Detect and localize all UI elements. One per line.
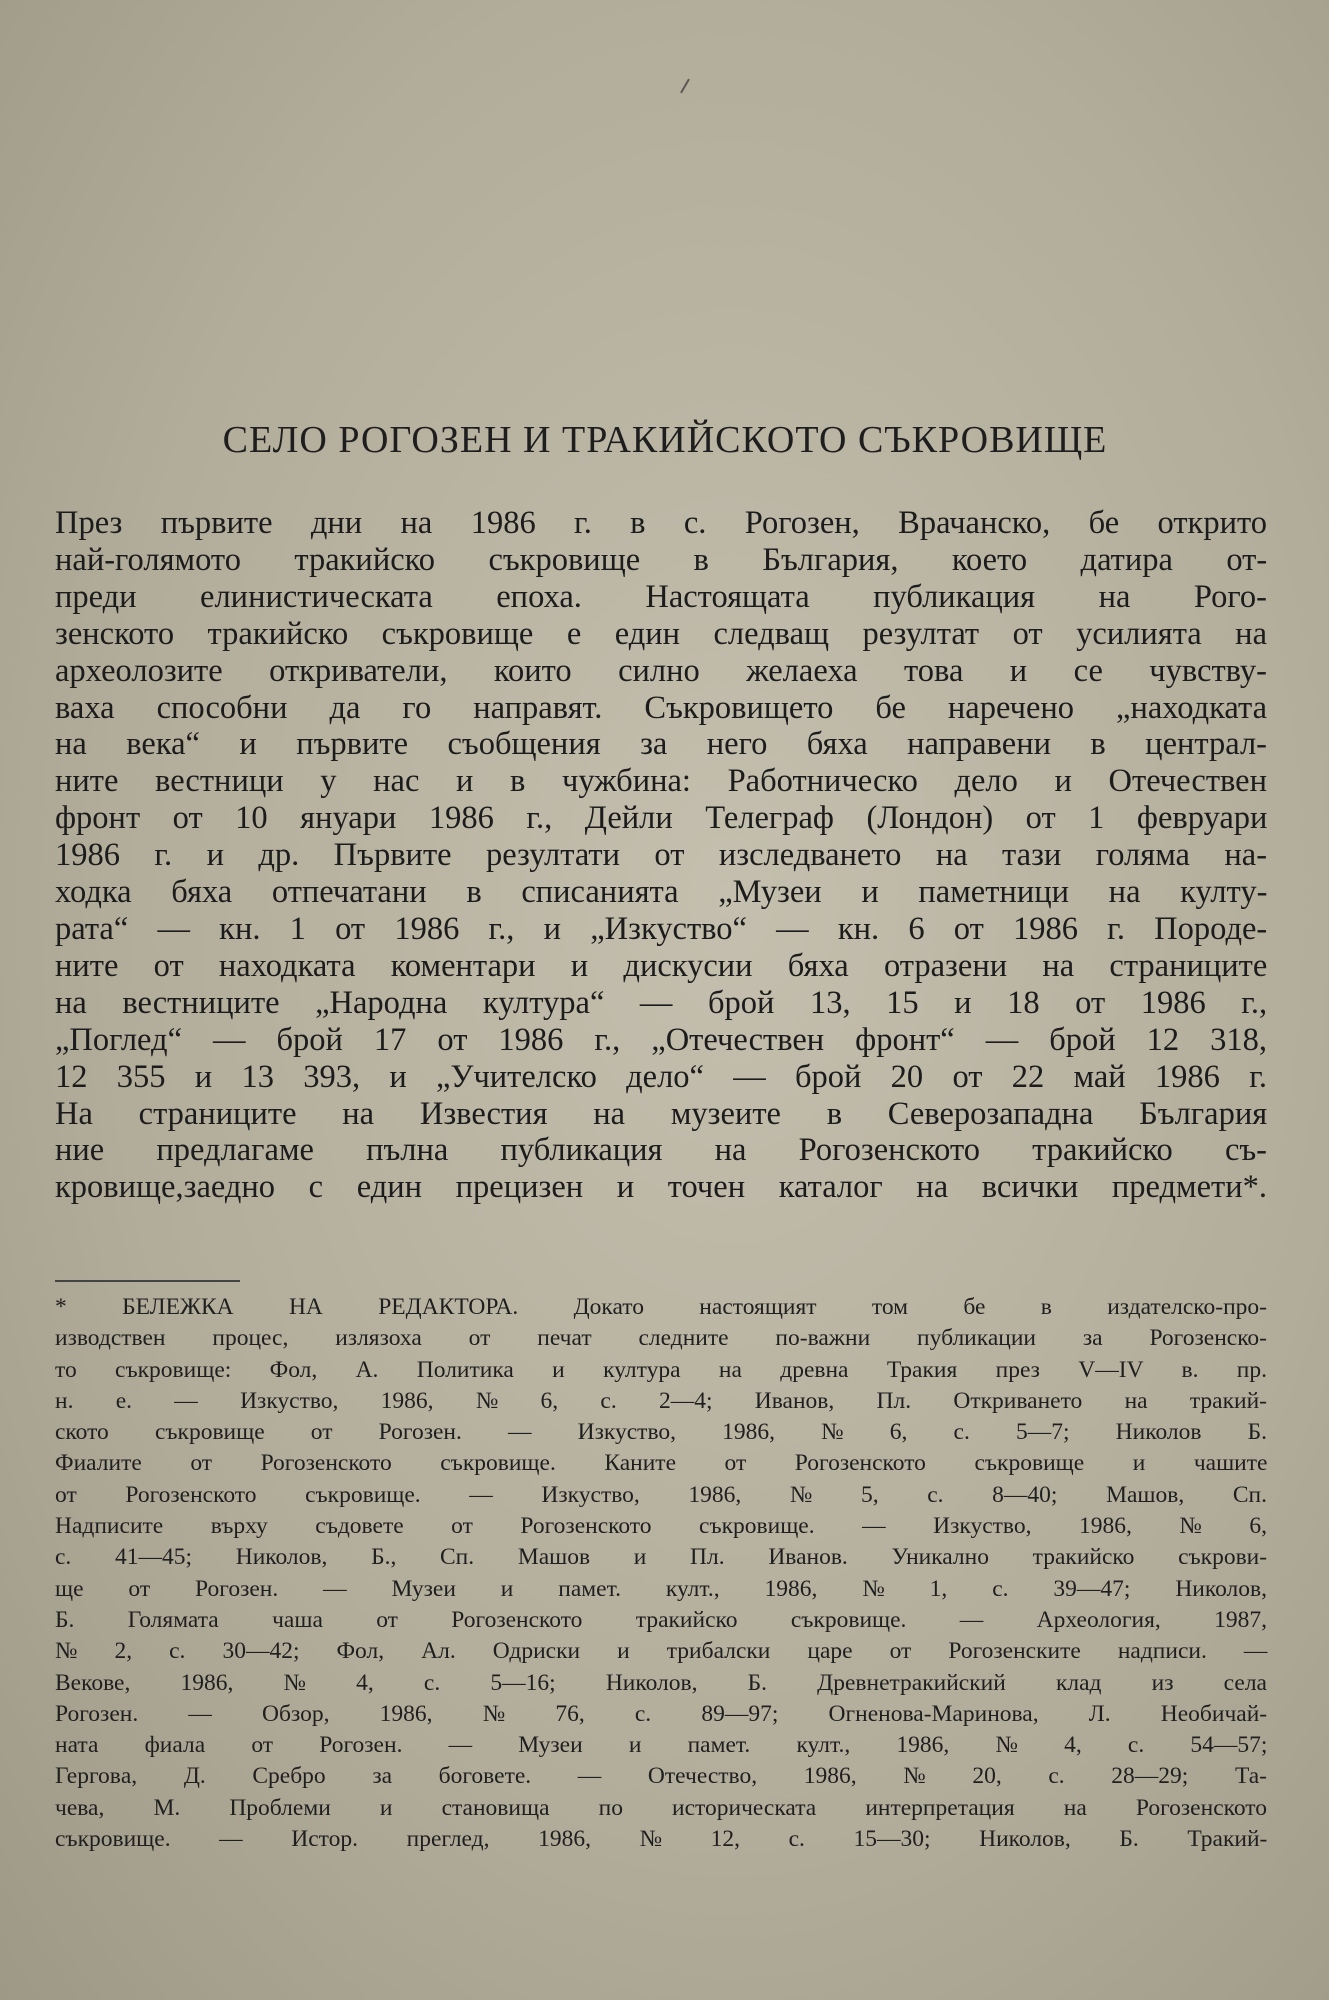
footnote-line: ната фиала от Рогозен. — Музеи и памет. култ., 1986, № 4, с. 54—57;	[55, 1732, 1268, 1759]
body-line: През първите дни на 1986 г. в с. Рогозен, Врачанско, бе открито	[55, 505, 1267, 541]
footnote-line: то съкровище: Фол, А. Политика и култура на древна Тракия през V—IV в. пр.	[55, 1356, 1267, 1383]
footnote-line: от Рогозенското съкровище. — Изкуство, 1986, № 5, с. 8—40; Машов, Сп.	[55, 1481, 1267, 1508]
body-line: най-голямото тракийско съкровище в България, което датира от-	[55, 541, 1268, 578]
footnote-line: ското съкровище от Рогозен. — Изкуство, 1986, № 6, с. 5—7; Николов Б.	[55, 1419, 1267, 1446]
body-line: ните вестници у нас и в чужбина: Работническо дело и Отечествен	[55, 763, 1267, 800]
footnote-line: Надписите върху съдовете от Рогозенското съкровище. — Изкуство, 1986, № 6,	[55, 1513, 1267, 1540]
body-line: 12 355 и 13 393, и „Учителско дело“ — брой 20 от 22 май 1986 г.	[55, 1058, 1267, 1095]
footnote-line: № 2, с. 30—42; Фол, Ал. Одриски и трибалски царе от Рогозенските надписи. —	[55, 1638, 1268, 1665]
footnote-line: съкровище. — Истор. преглед, 1986, № 12, с. 15—30; Николов, Б. Тракий-	[55, 1826, 1268, 1853]
footnote-line: Рогозен. — Обзор, 1986, № 76, с. 89—97; Огненова-Маринова, Л. Необичай-	[55, 1700, 1268, 1727]
body-line: на вестниците „Народна култура“ — брой 13, 15 и 18 от 1986 г.,	[55, 984, 1268, 1021]
footnote-line: чева, М. Проблеми и становища по историческата интерпретация на Рогозенското	[55, 1794, 1267, 1821]
body-line: археолозите откриватели, които силно желаеха това и се чувству-	[55, 652, 1267, 689]
body-line: кровище,заедно с един прецизен и точен каталог на всички предмети*.	[55, 1169, 1267, 1206]
footnote-line: ще от Рогозен. — Музеи и памет. култ., 1986, № 1, с. 39—47; Николов,	[55, 1575, 1267, 1602]
body-line: на века“ и първите съобщения за него бяха направени в централ-	[55, 726, 1267, 763]
body-line: „Поглед“ — брой 17 от 1986 г., „Отечествен фронт“ — брой 12 318,	[55, 1021, 1267, 1058]
body-line: рата“ — кн. 1 от 1986 г., и „Изкуство“ — кн. 6 от 1986 г. Породе-	[55, 910, 1268, 947]
body-line: ходка бяха отпечатани в списанията „Музеи и паметници на култу-	[55, 874, 1268, 911]
body-line: На страниците на Известия на музеите в Северозападна България	[55, 1095, 1268, 1132]
article-body	[55, 505, 1267, 1206]
body-line: ните от находката коментари и дискусии бяха отразени на страниците	[55, 947, 1268, 984]
body-line: преди елинистическата епоха. Настоящата публикация на Рого-	[55, 578, 1267, 615]
footnote-divider	[55, 1280, 240, 1282]
body-line: фронт от 10 януари 1986 г., Дейли Телеграф (Лондон) от 1 февруари	[55, 800, 1268, 837]
footnote-line: Б. Голямата чаша от Рогозенското тракийско съкровище. — Археология, 1987,	[55, 1606, 1267, 1633]
footnote-line: Векове, 1986, № 4, с. 5—16; Николов, Б. Древнетракийский клад из села	[55, 1669, 1267, 1696]
stray-mark	[680, 79, 690, 94]
footnote-line: * БЕЛЕЖКА НА РЕДАКТОРА. Докато настоящият том бе в издателско-про-	[55, 1294, 1267, 1320]
body-line: зенското тракийско съкровище е един следващ резултат от усилията на	[55, 615, 1267, 652]
article-title: СЕЛО РОГОЗЕН И ТРАКИЙСКОТО СЪКРОВИЩЕ	[222, 419, 1108, 461]
body-line: 1986 г. и др. Първите резултати от изследването на тази голяма на-	[55, 837, 1268, 874]
footnote-line: Фиалите от Рогозенското съкровище. Каните от Рогозенското съкровище и чашите	[55, 1450, 1268, 1477]
body-line: ваха способни да го направят. Съкровището бе наречено „находката	[55, 689, 1268, 726]
footnote-line: изводствен процес, излязоха от печат следните по-важни публикации за Рогозенско-	[55, 1325, 1267, 1352]
footnote-line: с. 41—45; Николов, Б., Сп. Машов и Пл. Иванов. Уникално тракийско съкрови-	[55, 1544, 1268, 1571]
footnote-line: н. е. — Изкуство, 1986, № 6, с. 2—4; Иванов, Пл. Откриването на тракий-	[55, 1387, 1267, 1414]
editor-footnote	[55, 1292, 1267, 1855]
footnote-line: Герговa, Д. Сребро за боговете. — Отечество, 1986, № 20, с. 28—29; Та-	[55, 1763, 1267, 1790]
body-line: ние предлагаме пълна публикация на Рогозенското тракийско съ-	[55, 1132, 1267, 1169]
